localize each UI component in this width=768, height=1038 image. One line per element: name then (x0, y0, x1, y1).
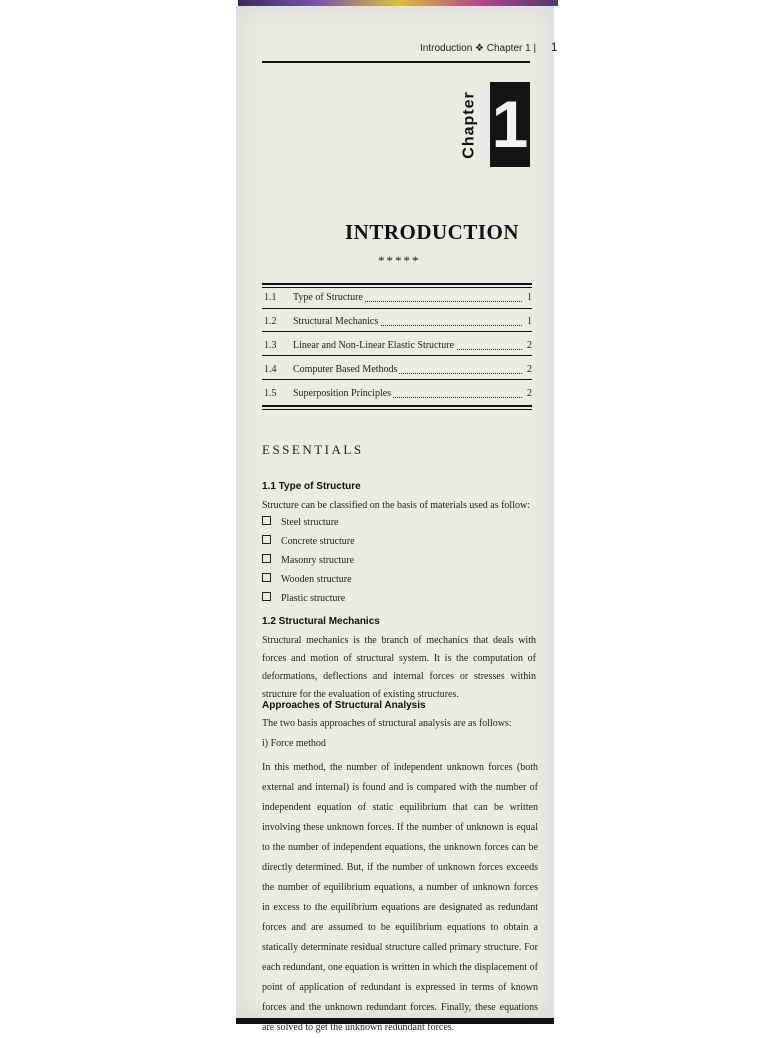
section-1-1-intro: Structure can be classified on the basis of materials used as follow: (262, 500, 530, 511)
toc-title: Computer Based Methods (293, 364, 398, 375)
toc-entry (264, 316, 532, 332)
toc-num: 1.4 (264, 364, 277, 375)
header-rule (262, 61, 530, 63)
section-1-1-heading: 1.1 Type of Structure (262, 481, 361, 492)
list-item (262, 573, 352, 585)
title-ornament: ***** (378, 253, 421, 268)
toc-entry (264, 292, 532, 308)
toc-page: 2 (527, 388, 532, 399)
chapter-label (460, 82, 490, 168)
approaches-intro: The two basis approaches of structural analysis are as follows: (262, 718, 512, 729)
checkbox-bullet-icon (262, 554, 271, 563)
list-item-text: Wooden structure (281, 574, 352, 585)
toc-entry (264, 340, 532, 356)
toc-bottom-rule (262, 405, 532, 407)
toc-title: Structural Mechanics (293, 316, 379, 327)
chapter-title: INTRODUCTION (345, 220, 520, 244)
toc-divider (262, 308, 532, 309)
chapter-word: Chapter (460, 91, 478, 159)
list-item (262, 554, 354, 566)
toc-page: 1 (527, 292, 532, 303)
force-method-item: i) Force method (262, 738, 326, 749)
list-item-text: Masonry structure (281, 555, 355, 566)
toc-page: 1 (527, 316, 532, 327)
list-item (262, 516, 338, 528)
toc-bottom-rule-thin (262, 409, 532, 410)
toc-top-rule (262, 283, 532, 285)
checkbox-bullet-icon (262, 573, 271, 582)
toc-divider (262, 331, 532, 332)
chapter-number-box: 1 (490, 82, 530, 167)
toc-num: 1.2 (264, 316, 277, 327)
checkbox-bullet-icon (262, 592, 271, 601)
toc-num: 1.3 (264, 340, 277, 351)
toc-top-rule-thin (262, 287, 532, 288)
checkbox-bullet-icon (262, 535, 271, 544)
running-header (420, 40, 558, 54)
running-head-text: Introduction ❖ Chapter 1 | (420, 43, 537, 54)
list-item-text: Concrete structure (281, 536, 355, 547)
toc-divider (262, 379, 532, 380)
section-1-2-heading: 1.2 Structural Mechanics (262, 616, 380, 627)
toc-entry (264, 364, 532, 380)
force-method-paragraph: In this method, the number of independent unknown forces (both external and internal) is found and is compared with the number of independent equation of static equilibrium that can be written involving these unknown forces. If the number of unknown is equal to the number of independent equations, the unknown forces can be directly determined. But, if the number of unknown forces exceeds the number of equilibrium equations, a number of unknown forces in excess to the equilibrium equations are designated as redundant forces and are assumed to be equilibrium equations to obtain a statically determinate residual structure called primary structure. For each redundant, one equation is written in which the displacement of point of application of redundant is expressed in terms of known forces and the unknown redundant forces. Finally, these equations are solved to get the unknown redundant forces. (262, 762, 538, 1033)
essentials-heading: ESSENTIALS (262, 442, 364, 457)
toc-title: Linear and Non-Linear Elastic Structure (293, 340, 455, 351)
page-number: 1 (550, 40, 558, 54)
list-item (262, 535, 355, 547)
list-item-text: Plastic structure (281, 593, 346, 604)
approaches-heading: Approaches of Structural Analysis (262, 700, 426, 711)
toc-page: 2 (527, 364, 532, 375)
checkbox-bullet-icon (262, 516, 271, 525)
section-1-2-paragraph: Structural mechanics is the branch of mechanics that deals with forces and motion of structural system. It is the computation of deformations, deflections and internal forces or stresses within structure for the evaluation of existing structures. (262, 635, 536, 700)
toc-num: 1.5 (264, 388, 277, 399)
toc-page: 2 (527, 340, 532, 351)
toc-title: Type of Structure (293, 292, 363, 303)
toc-leader (344, 301, 522, 302)
toc-title: Superposition Principles (293, 388, 392, 399)
list-item-text: Steel structure (281, 517, 339, 528)
toc-divider (262, 355, 532, 356)
toc-entry (264, 388, 532, 404)
list-item (262, 592, 345, 604)
toc-num: 1.1 (264, 292, 277, 303)
